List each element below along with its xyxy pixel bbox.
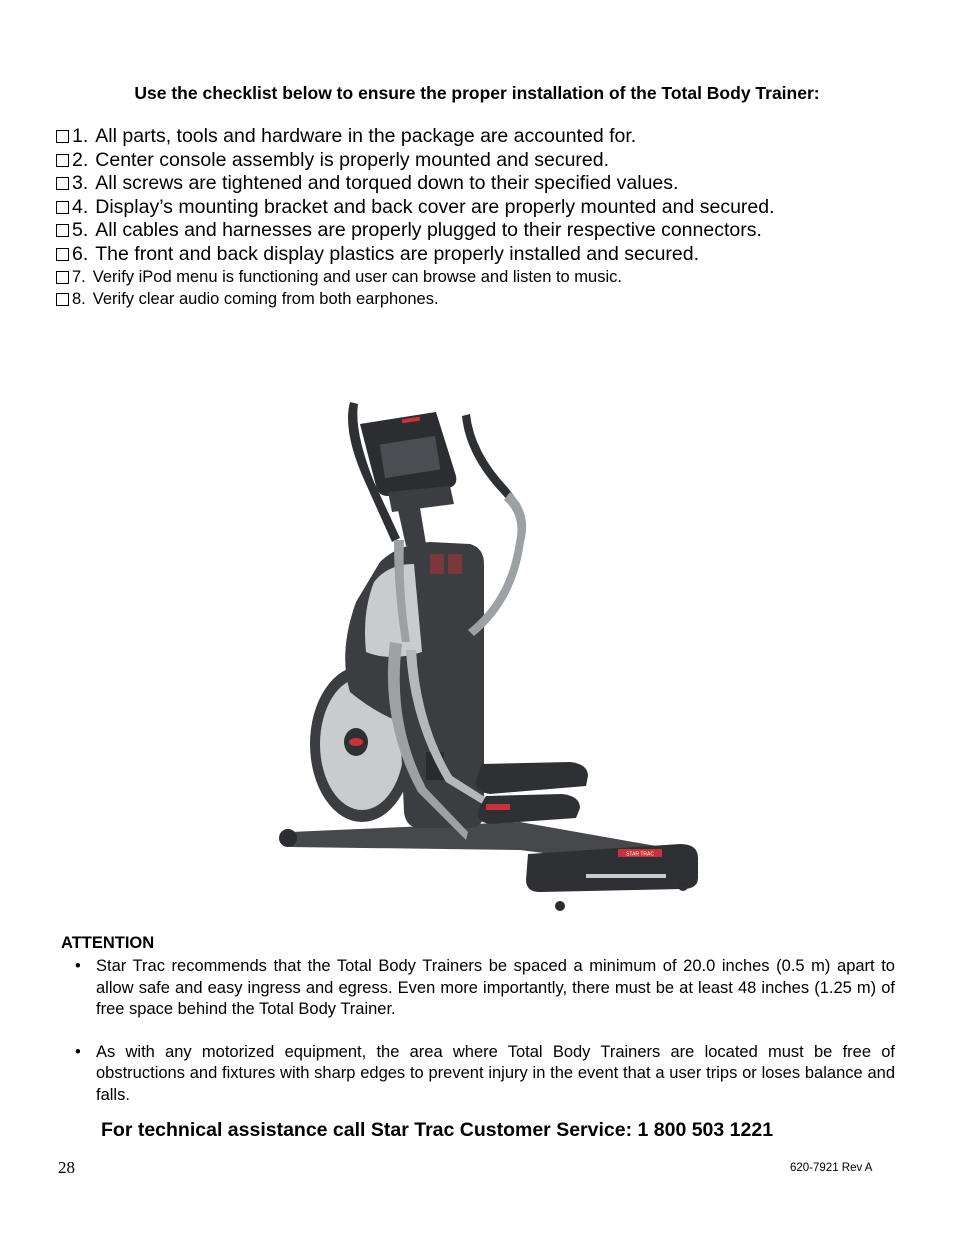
checklist-heading: Use the checklist below to ensure the proper installation of the Total Body Trainer: — [134, 83, 820, 103]
rear-pedal — [476, 762, 588, 794]
front-foot — [678, 881, 688, 891]
checkbox-icon — [56, 248, 69, 261]
checkbox-icon — [56, 293, 69, 306]
checklist-item-number: 4. — [72, 195, 89, 218]
checklist-item-text: Verify clear audio coming from both earphones. — [92, 290, 439, 309]
document-revision: 620-7921 Rev A — [790, 1162, 873, 1174]
checklist-item-number: 6. — [72, 242, 89, 265]
base-chrome-strip — [586, 874, 666, 878]
checklist-item-text: Display’s mounting bracket and back cover are properly mounted and secured. — [95, 195, 775, 218]
attention-bullet — [75, 1042, 895, 1107]
checklist-item-6 — [56, 243, 916, 267]
attention-bullet-text: Star Trac recommends that the Total Body Trainers be spaced a minimum of 20.0 inches (0.5 m) apart to allow safe and easy ingress and egress. Even more importantly, there must be at least 48 inches (1.25 m) of free space behind the Total Body Trainer. — [96, 957, 895, 1018]
checklist-item-5 — [56, 219, 916, 243]
checklist-item-text: All screws are tightened and torqued down to their specified values. — [95, 172, 679, 195]
technical-assistance-line: For technical assistance call Star Trac Customer Service: 1 800 503 1221 — [101, 1119, 774, 1141]
checkbox-icon — [56, 224, 69, 237]
checklist-item-7 — [56, 266, 916, 289]
checklist-item-text: All cables and harnesses are properly plugged to their respective connectors. — [95, 219, 762, 242]
pedal-badge — [486, 804, 510, 810]
attention-bullets — [75, 956, 895, 1106]
checklist-item-1 — [56, 125, 916, 149]
total-body-trainer-illustration — [270, 392, 710, 922]
bullet-icon: • — [75, 1042, 81, 1061]
checklist-item-4 — [56, 196, 916, 220]
checklist-item-2 — [56, 149, 916, 173]
checklist-item-number: 8. — [72, 290, 86, 309]
checklist-item-number: 1. — [72, 125, 89, 148]
checklist-item-text: Verify iPod menu is functioning and user can browse and listen to music. — [92, 267, 622, 286]
checklist-item-text: All parts, tools and hardware in the package are accounted for. — [95, 125, 637, 148]
checklist-item-text: The front and back display plastics are properly installed and secured. — [95, 242, 700, 265]
checklist-item-8 — [56, 289, 916, 312]
attention-title: ATTENTION — [61, 934, 155, 952]
attention-bullet — [75, 956, 895, 1021]
checkbox-icon — [56, 271, 69, 284]
checklist-item-number: 2. — [72, 148, 89, 171]
installation-checklist — [56, 125, 916, 311]
rear-wheel — [279, 829, 297, 847]
body-decal — [448, 554, 462, 574]
checklist-item-number: 3. — [72, 172, 89, 195]
attention-bullet-text: As with any motorized equipment, the area where Total Body Trainers are located must be free of obstructions and fixtures with sharp edges to prevent injury in the event that a user trips or loses balance and falls. — [96, 1042, 895, 1104]
checklist-item-text: Center console assembly is properly mounted and secured. — [95, 148, 610, 171]
checklist-item-3 — [56, 172, 916, 196]
checklist-item-number: 7. — [72, 267, 86, 286]
checkbox-icon — [56, 130, 69, 143]
page-number: 28 — [58, 1158, 75, 1177]
body-decal — [430, 554, 444, 574]
checkbox-icon — [56, 201, 69, 214]
checkbox-icon — [56, 177, 69, 190]
checklist-item-number: 5. — [72, 219, 89, 242]
trainer-drawing — [270, 392, 710, 922]
bullet-icon: • — [75, 957, 81, 975]
checkbox-icon — [56, 154, 69, 167]
front-foot — [555, 901, 565, 911]
base-brand-label: STAR TRAC — [626, 851, 654, 858]
flywheel-badge — [349, 738, 363, 746]
